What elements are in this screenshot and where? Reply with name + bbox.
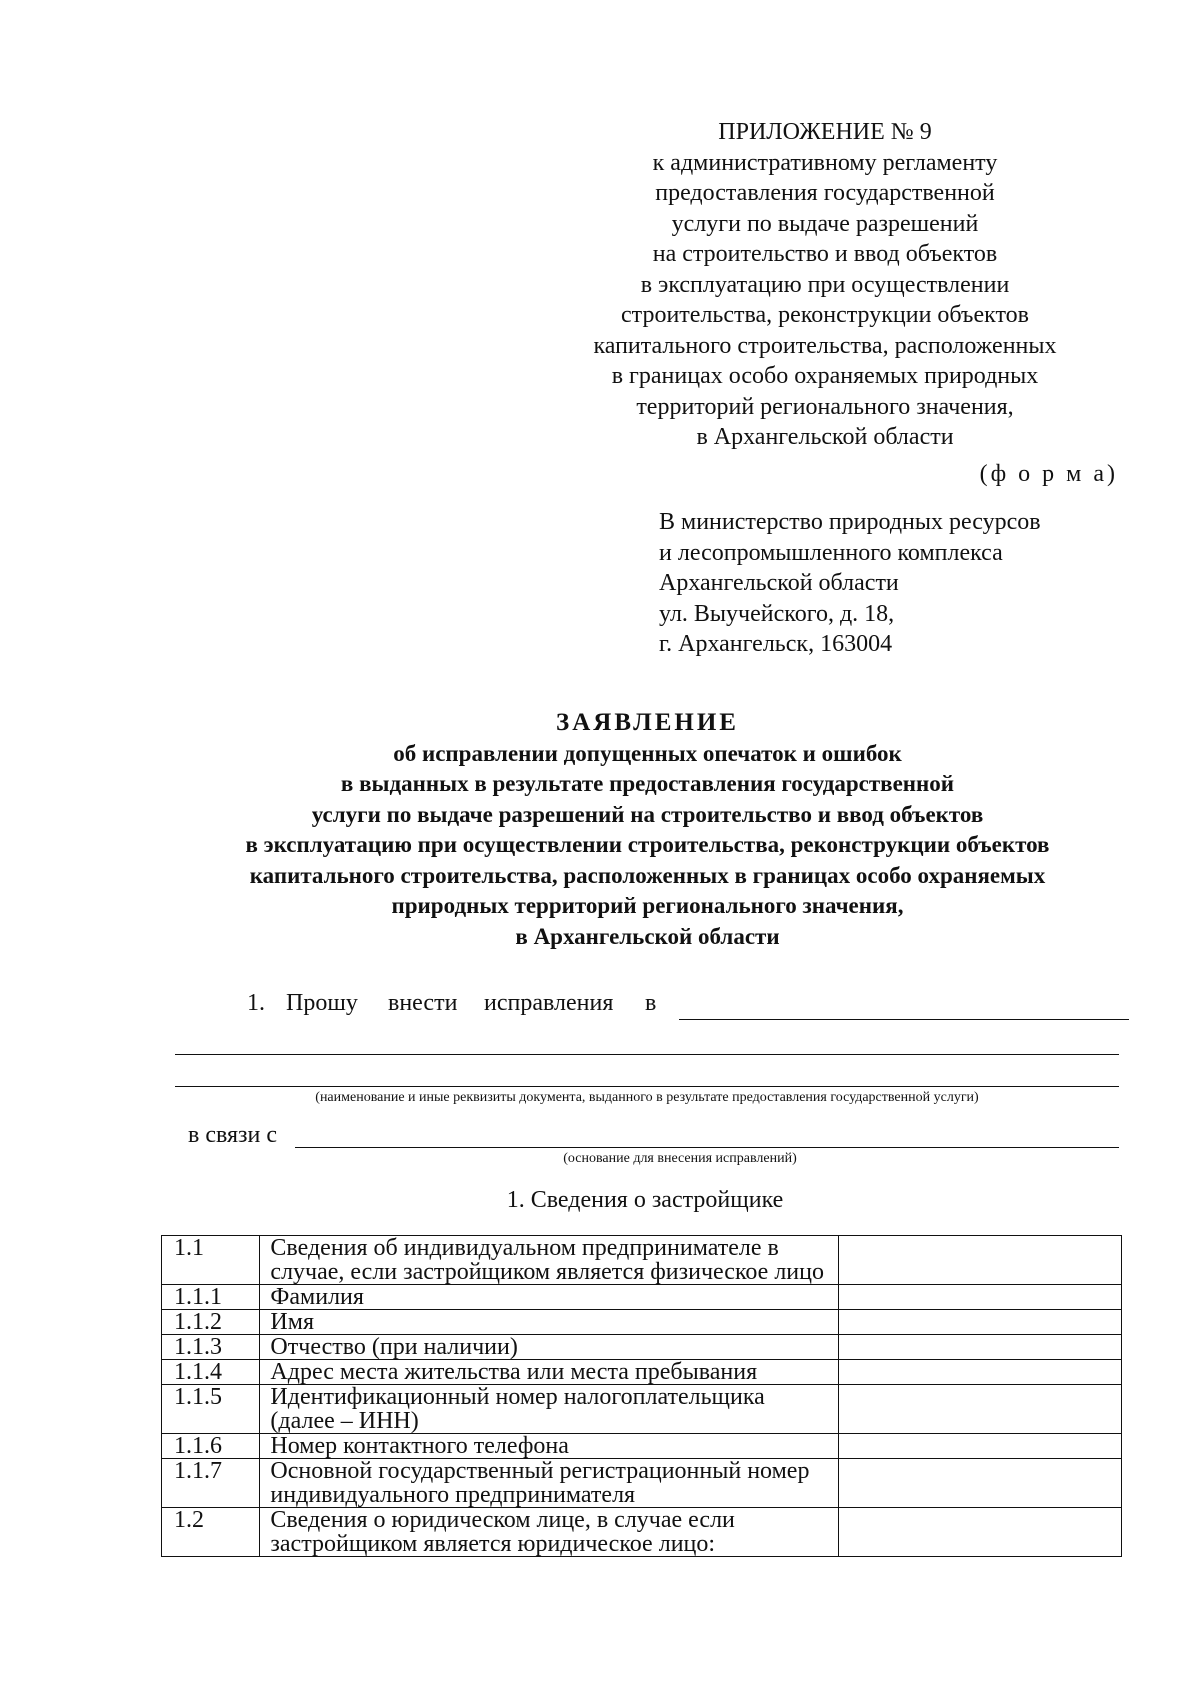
row-number: 1.1.2 bbox=[162, 1310, 260, 1335]
document-name-field-line-1[interactable] bbox=[679, 1019, 1129, 1020]
address-line: и лесопромышленного комплекса bbox=[659, 539, 1003, 566]
table-row bbox=[162, 1508, 1122, 1557]
row-value-field[interactable] bbox=[838, 1385, 1121, 1434]
row-label: Фамилия bbox=[260, 1285, 838, 1310]
table-row bbox=[162, 1360, 1122, 1385]
statement-subtitle-line: природных территорий регионального значения, bbox=[391, 893, 904, 918]
row-number: 1.1 bbox=[162, 1236, 260, 1285]
appendix-line: в Архангельской области bbox=[696, 424, 954, 450]
statement-subtitle-line: услуги по выдаче разрешений на строительство и ввод объектов bbox=[311, 801, 984, 827]
row-value-field[interactable] bbox=[838, 1285, 1121, 1310]
table-row bbox=[162, 1459, 1122, 1508]
row-value-field[interactable] bbox=[838, 1360, 1121, 1385]
row-value-field[interactable] bbox=[838, 1434, 1121, 1459]
row-value-field[interactable] bbox=[838, 1508, 1121, 1557]
appendix-line: ПРИЛОЖЕНИЕ № 9 bbox=[718, 119, 932, 145]
addressee-block bbox=[659, 507, 1041, 660]
appendix-line: капитального строительства, расположенных bbox=[593, 332, 1057, 359]
statement-subtitle-line: в выданных в результате предоставления государственной bbox=[340, 771, 955, 796]
row-number: 1.1.6 bbox=[162, 1434, 260, 1459]
row-number: 1.1.4 bbox=[162, 1360, 260, 1385]
request-word: исправления bbox=[484, 990, 614, 1016]
row-number: 1.1.5 bbox=[162, 1385, 260, 1434]
appendix-line: предоставления государственной bbox=[655, 180, 995, 206]
row-value-field[interactable] bbox=[838, 1335, 1121, 1360]
appendix-line: услуги по выдаче разрешений bbox=[671, 210, 979, 237]
row-number: 1.2 bbox=[162, 1508, 260, 1557]
request-word: в bbox=[645, 990, 657, 1016]
table-row bbox=[162, 1335, 1122, 1360]
table-row bbox=[162, 1310, 1122, 1335]
reason-field-line[interactable] bbox=[295, 1147, 1119, 1148]
statement-title: ЗАЯВЛЕНИЕ bbox=[556, 709, 739, 736]
table-row bbox=[162, 1385, 1122, 1434]
request-word: внести bbox=[388, 990, 458, 1016]
row-number: 1.1.1 bbox=[162, 1285, 260, 1310]
statement-heading bbox=[100, 708, 1195, 952]
address-line: В министерство природных ресурсов bbox=[659, 509, 1041, 535]
section-title: 1. Сведения о застройщике bbox=[506, 1187, 784, 1213]
statement-subtitle-line: в эксплуатацию при осуществлении строительства, реконструкции объектов bbox=[245, 832, 1050, 857]
document-name-caption: (наименование и иные реквизиты документа, выданного в результате предоставления государственной услуги) bbox=[315, 1090, 979, 1105]
reason-caption: (основание для внесения исправлений) bbox=[563, 1151, 797, 1166]
row-label: Сведения об индивидуальном предпринимателе в случае, если застройщиком является физическое лицо bbox=[260, 1236, 838, 1285]
statement-subtitle-line: капитального строительства, расположенных в границах особо охраняемых bbox=[249, 862, 1046, 888]
table-row bbox=[162, 1434, 1122, 1459]
document-name-field-line-3[interactable] bbox=[175, 1086, 1119, 1087]
row-number: 1.1.7 bbox=[162, 1459, 260, 1508]
row-label: Сведения о юридическом лице, в случае если застройщиком является юридическое лицо: bbox=[260, 1508, 838, 1557]
statement-subtitle-line: об исправлении допущенных опечаток и ошибок bbox=[393, 740, 902, 766]
table-row bbox=[162, 1236, 1122, 1285]
row-label: Имя bbox=[260, 1310, 838, 1335]
appendix-line: в эксплуатацию при осуществлении bbox=[640, 271, 1010, 298]
appendix-line: территорий регионального значения, bbox=[636, 393, 1014, 420]
appendix-line: на строительство и ввод объектов bbox=[652, 241, 998, 267]
address-line: Архангельской области bbox=[659, 570, 899, 596]
request-number: 1. bbox=[247, 990, 265, 1016]
row-label: Адрес места жительства или места пребывания bbox=[260, 1360, 838, 1385]
developer-info-table bbox=[161, 1235, 1122, 1557]
appendix-header bbox=[560, 117, 1090, 453]
address-line: г. Архангельск, 163004 bbox=[659, 631, 893, 657]
address-line: ул. Выучейского, д. 18, bbox=[659, 600, 895, 627]
row-value-field[interactable] bbox=[838, 1459, 1121, 1508]
reason-prefix: в связи с bbox=[188, 1122, 278, 1148]
row-label: Номер контактного телефона bbox=[260, 1434, 838, 1459]
appendix-line: строительства, реконструкции объектов bbox=[621, 302, 1029, 328]
row-value-field[interactable] bbox=[838, 1236, 1121, 1285]
document-name-field-line-2[interactable] bbox=[175, 1054, 1119, 1055]
row-number: 1.1.3 bbox=[162, 1335, 260, 1360]
row-label: Идентификационный номер налогоплательщика (далее – ИНН) bbox=[260, 1385, 838, 1434]
row-label: Основной государственный регистрационный номер индивидуального предпринимателя bbox=[260, 1459, 838, 1508]
row-value-field[interactable] bbox=[838, 1310, 1121, 1335]
row-label: Отчество (при наличии) bbox=[260, 1335, 838, 1360]
statement-subtitle-line: в Архангельской области bbox=[515, 923, 780, 949]
appendix-line: к административному регламенту bbox=[652, 149, 998, 176]
appendix-line: в границах особо охраняемых природных bbox=[611, 363, 1039, 389]
request-word: Прошу bbox=[286, 990, 358, 1016]
table-row bbox=[162, 1285, 1122, 1310]
form-label: (ф о р м а) bbox=[979, 461, 1118, 487]
